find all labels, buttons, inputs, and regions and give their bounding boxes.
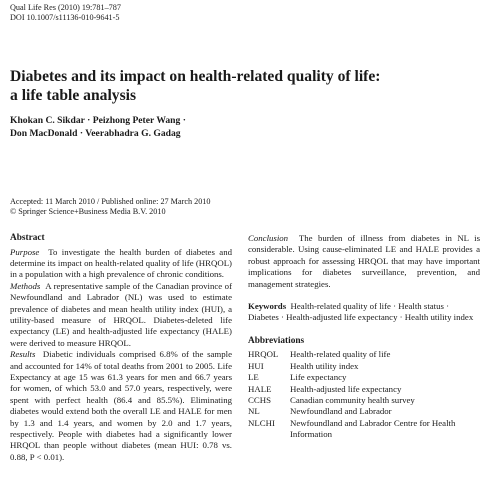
purpose-text: To investigate the health burden of diabetes and determine its impact on health-related quality of life (HRQOL) in a population with a high prevalence of chronic conditions. (10, 246, 232, 280)
results-text: Diabetic individuals comprised 6.8% of the sample and accounted for 14% of total deaths from 2001 to 2005. Life Expectancy at age 15 was 61.3 years for men and 66.7 years for women, of which 53.0 and 57.0 years, respectively, were spent with perfect health (86.4 and 85.5%). Eliminating diabetes would extend both the overall LE and HALE for men by 1.3 and 1.4 years, and women by 2.0 and 1.7 years, respectively. People with diabetes had a significantly lower HRQOL than people without diabetes (mean HUI: 0.78 vs. 0.88, P < 0.01). (10, 349, 232, 462)
abbreviation-meaning: Canadian community health survey (290, 394, 415, 405)
conclusion-label: Conclusion (248, 233, 289, 243)
methods-label: Methods (10, 280, 41, 291)
journal-header (10, 3, 121, 23)
publication-dates (10, 197, 310, 217)
abbreviation-code: NL (248, 406, 260, 417)
author-list (10, 115, 310, 140)
purpose-label: Purpose (10, 246, 40, 257)
authors-line-1: Khokan C. Sikdar · Peizhong Peter Wang · (10, 115, 186, 126)
methods-text: A representative sample of the Canadian province of Newfoundland and Labrador (NL) was used to estimate prevalence of diabetes and mean health utility index (HUI), a utility-based measure of HRQOL. Diabetes-deleted life expectancy (LE) and health-adjusted life expectancy (HALE) were derived to measure HRQOL. (10, 280, 232, 348)
accepted-date: Accepted: 11 March 2010 / Published online: 27 March 2010 (10, 197, 211, 206)
title-line-1: Diabetes and its impact on health-related quality of life: (10, 68, 381, 85)
abbreviation-meaning: Health utility index (290, 360, 359, 371)
abbreviation-meaning: Life expectancy (290, 372, 347, 383)
abbreviations-heading: Abbreviations (248, 335, 305, 346)
abbreviation-code: HUI (248, 360, 264, 371)
abbreviation-code: HRQOL (248, 349, 279, 360)
conclusion-text: The burden of illness from diabetes in NL is considerable. Using cause-eliminated LE and HALE provides a robust approach for assessing HRQOL that may have important implications for diabetes surveillance, prevention, and management strategies. (248, 233, 480, 289)
keywords-label: Keywords (248, 301, 287, 312)
abbreviation-row (248, 384, 480, 395)
doi: DOI 10.1007/s11136-010-9641-5 (10, 13, 120, 22)
abbreviation-meaning: Newfoundland and Labrador (290, 406, 392, 417)
methods-paragraph (10, 281, 232, 349)
journal-citation: Qual Life Res (2010) 19:781–787 (10, 3, 121, 12)
right-column (248, 233, 480, 441)
abbreviation-row (248, 418, 480, 441)
purpose-paragraph (10, 247, 232, 281)
copyright-notice: © Springer Science+Business Media B.V. 2010 (10, 207, 166, 216)
keywords-text: Health-related quality of life · Health status · Diabetes · Health-adjusted life expectancy · Health utility index (248, 301, 474, 323)
keywords-block (248, 301, 480, 324)
abstract-heading: Abstract (10, 233, 45, 243)
paper-title (10, 67, 450, 105)
abbreviation-meaning: Health-related quality of life (290, 349, 391, 360)
results-paragraph (10, 349, 232, 463)
abbreviation-row (248, 406, 480, 417)
abbreviation-row (248, 395, 480, 406)
results-label: Results (10, 349, 36, 360)
abbreviation-code: HALE (248, 383, 272, 394)
conclusion-paragraph (248, 233, 480, 290)
abbreviation-row (248, 372, 480, 383)
abbreviation-meaning: Health-adjusted life expectancy (290, 383, 402, 394)
authors-line-2: Don MacDonald · Veerabhadra G. Gadag (10, 127, 181, 139)
abbreviation-meaning: Newfoundland and Labrador Centre for Health Information (290, 417, 456, 440)
abbreviation-row (248, 349, 480, 360)
abbreviation-code: NLCHI (248, 417, 275, 428)
abbreviation-code: LE (248, 372, 259, 383)
abbreviations-table (248, 349, 480, 440)
left-column (10, 233, 232, 463)
abbreviation-code: CCHS (248, 394, 271, 405)
abbreviation-row (248, 361, 480, 372)
title-line-2: a life table analysis (10, 87, 137, 104)
